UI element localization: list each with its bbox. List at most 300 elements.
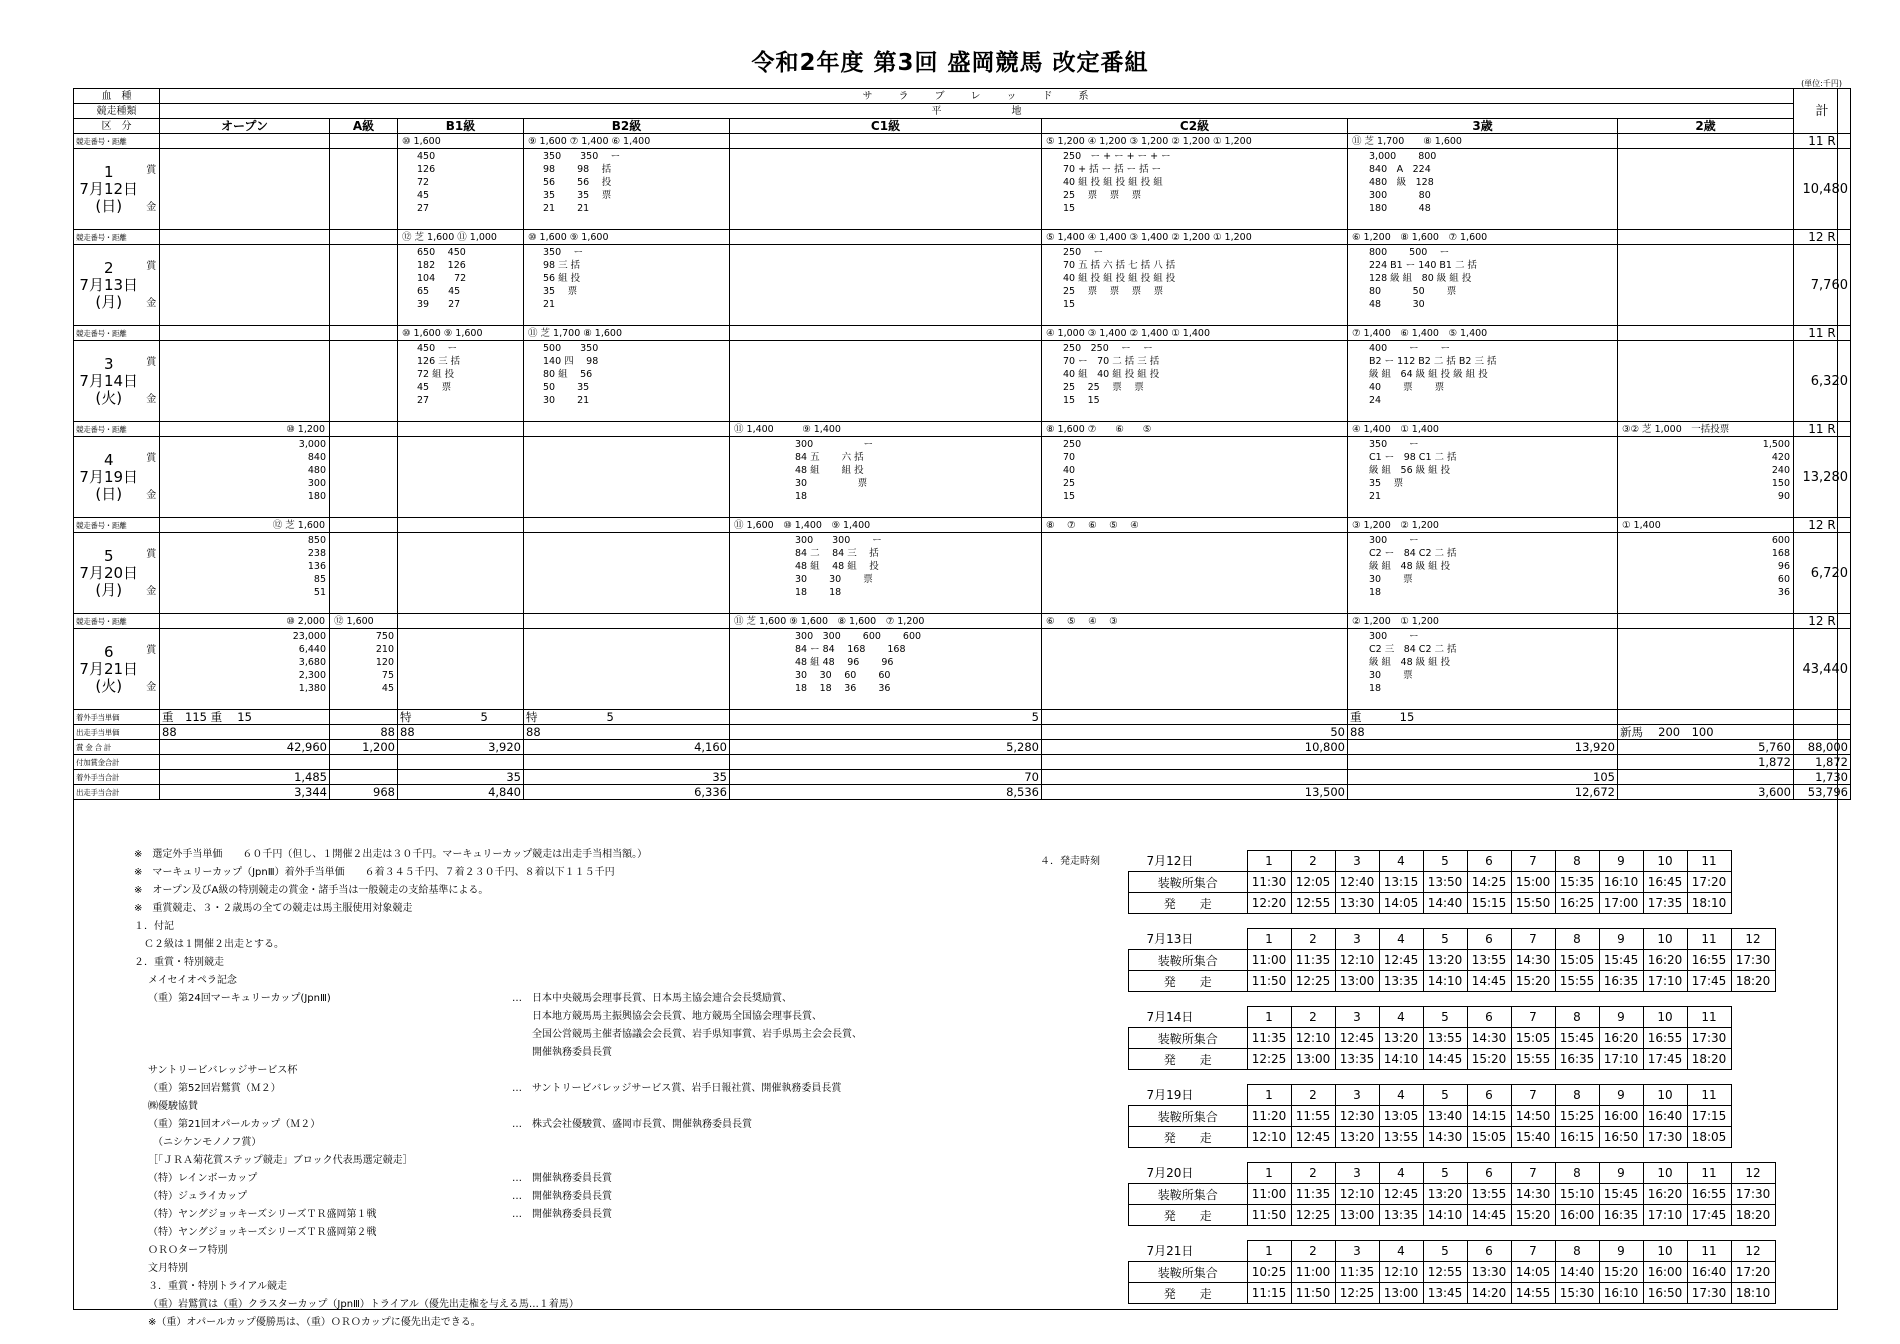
special-race-name: 文月特別: [148, 1263, 188, 1274]
start-time: 13:00: [1291, 1049, 1335, 1070]
assembly-time: 14:30: [1511, 950, 1555, 971]
assembly-time: 11:30: [1247, 872, 1291, 893]
start-time: 12:25: [1247, 1049, 1291, 1070]
prize-label-bottom: 金: [146, 202, 157, 213]
prize-values: 300 300 600 600 84 ー 84 168 168 48 組 48 96 96 30 30 60 60 18 18 36 36: [795, 631, 922, 694]
shusso-total-row-cell: 3,600: [1618, 785, 1794, 800]
assembly-time: 12:40: [1335, 872, 1379, 893]
start-time: 14:30: [1423, 1127, 1467, 1148]
start-time: 13:45: [1423, 1283, 1467, 1304]
prize-values: 1,500 420 240 150 90: [1762, 439, 1790, 502]
assembly-label: 装鞍所集合: [1129, 872, 1248, 893]
start-time: 13:35: [1379, 971, 1423, 992]
assembly-time: 11:35: [1291, 1184, 1335, 1205]
start-time: 16:25: [1555, 893, 1599, 914]
race-distance-cell: ⑥ ⑤ ④ ③: [1042, 614, 1348, 629]
shokin-total-row-cell: 1,200: [330, 740, 398, 755]
shusso-total-row-cell: 13,500: [1042, 785, 1348, 800]
race-number: 8: [1555, 1241, 1599, 1262]
post-time-assembly-row: [1129, 872, 1732, 893]
assembly-time: 11:35: [1335, 1262, 1379, 1283]
class-header: オープン: [160, 119, 330, 134]
start-label: 発 走: [1129, 1049, 1248, 1070]
special-race-line: [134, 1098, 1094, 1116]
start-time: 14:10: [1423, 971, 1467, 992]
special-race-name: （ニシケンモノノフ賞）: [148, 1137, 262, 1148]
race-number: 8: [1555, 1163, 1599, 1184]
assembly-time: 14:50: [1511, 1106, 1555, 1127]
start-label: 発 走: [1129, 893, 1248, 914]
race-distance-cell: ⑨ 1,600 ⑦ 1,400 ⑥ 1,400: [524, 134, 730, 149]
class-header: B1級: [398, 119, 524, 134]
post-time-table: [1128, 1084, 1732, 1148]
special-race-prizes: 全国公営競馬主催者協議会会長賞、岩手県知事賞、岩手県馬主会会長賞、: [512, 1029, 862, 1040]
class-header: 2歳: [1618, 119, 1794, 134]
day-weekday: (日): [95, 196, 123, 215]
chakugai-tanka-row-cell: 重 15: [1348, 710, 1618, 725]
race-distance-cell: ③ 1,200 ② 1,200: [1348, 518, 1618, 533]
start-label: 発 走: [1129, 1205, 1248, 1226]
assembly-label: 装鞍所集合: [1129, 1106, 1248, 1127]
special-race-prizes: 日本地方競馬馬主振興協会会長賞、地方競馬全国協会理事長賞、: [512, 1011, 822, 1022]
blood-label: 血 種: [74, 89, 160, 104]
start-time: 15:40: [1511, 1127, 1555, 1148]
note-line: Ｃ２級は１開催２出走とする。: [134, 939, 284, 950]
shusso-total-row-label: 出走手当合計: [74, 785, 160, 800]
shokin-total-row-cell: 5,280: [730, 740, 1042, 755]
post-time-race-row: [1129, 1163, 1776, 1184]
race-number: 11: [1687, 1241, 1731, 1262]
assembly-time: 14:30: [1511, 1184, 1555, 1205]
race-number: 9: [1599, 1085, 1643, 1106]
assembly-time: 11:35: [1291, 950, 1335, 971]
special-race-name: ＯＲＯターフ特別: [148, 1245, 228, 1256]
prize-label-top: 賞: [146, 165, 157, 176]
prize-values: 850 238 136 85 51: [307, 535, 326, 598]
assembly-time: 11:00: [1247, 950, 1291, 971]
special-race-line: [134, 1224, 1094, 1242]
start-time: 14:10: [1379, 1049, 1423, 1070]
chakugai-total-row-cell: 35: [398, 770, 524, 785]
special-race-name: ※（重）オパールカップ優勝馬は、（重）ＯＲＯカップに優先出走できる。: [148, 1317, 481, 1328]
start-time: 18:20: [1731, 971, 1775, 992]
prize-values: 300 ー C2 三 84 C2 二 括 級 組 48 級 組 投 30 票 18: [1369, 631, 1457, 694]
special-race-line: [134, 1296, 1094, 1314]
race-number: 1: [1247, 851, 1291, 872]
race-number: 1: [1247, 1085, 1291, 1106]
assembly-time: 13:20: [1379, 1028, 1423, 1049]
race-number: 12: [1731, 929, 1775, 950]
race-number: 5: [1423, 1163, 1467, 1184]
race-count: 12 R: [1794, 230, 1851, 245]
prize-label-bottom: 金: [146, 586, 157, 597]
race-distance-cell: ⑩ 1,600 ⑨ 1,600: [524, 230, 730, 245]
shokin-total-row-cell: 13,920: [1348, 740, 1618, 755]
day-total: 6,720: [1794, 533, 1851, 614]
post-time-label: ４．発走時刻: [1040, 856, 1100, 867]
assembly-time: 14:40: [1555, 1262, 1599, 1283]
shusso-tanka-row-cell: 88: [1348, 725, 1618, 740]
assembly-time: 15:10: [1555, 1184, 1599, 1205]
day-total: 7,760: [1794, 245, 1851, 326]
day-date: 7月19日: [79, 467, 139, 486]
race-distance-cell: ⑦ 1,400 ⑥ 1,400 ⑤ 1,400: [1348, 326, 1618, 341]
race-distance-cell: ④ 1,000 ③ 1,400 ② 1,400 ① 1,400: [1042, 326, 1348, 341]
special-race-prizes: … 開催執務委員長賞: [512, 1173, 612, 1184]
race-number: 7: [1511, 1007, 1555, 1028]
shusso-tanka-row-cell: 新馬 200 100: [1618, 725, 1794, 740]
prize-values: 400 ー ー B2 ー 112 B2 二 括 B2 三 括 級 組 64 級 組 投 級 組 投 40 票 票 24: [1369, 343, 1497, 406]
assembly-time: 13:15: [1379, 872, 1423, 893]
race-number: 7: [1511, 1163, 1555, 1184]
day-weekday: (月): [95, 580, 123, 599]
start-time: 16:00: [1555, 1205, 1599, 1226]
prize-label-bottom: 金: [146, 394, 157, 405]
assembly-time: 14:30: [1467, 1028, 1511, 1049]
shusso-total-row-cell: 8,536: [730, 785, 1042, 800]
assembly-time: 13:05: [1379, 1106, 1423, 1127]
start-time: 16:35: [1599, 971, 1643, 992]
race-distance-cell: ⑪ 芝 1,700 ⑧ 1,600: [524, 326, 730, 341]
race-number: 7: [1511, 929, 1555, 950]
race-distance-cell: ⑩ 1,200: [160, 422, 330, 437]
post-time-race-row: [1129, 1241, 1776, 1262]
race-number: 1: [1247, 1241, 1291, 1262]
assembly-time: 10:25: [1247, 1262, 1291, 1283]
start-time: 13:35: [1335, 1049, 1379, 1070]
prize-values: 250 250 ー ー 70 ー 70 二 括 三 括 40 組 40 組 投 組 投 25 25 票 票 15 15: [1063, 343, 1160, 406]
chakugai-tanka-row-cell: 特 5: [524, 710, 730, 725]
special-race-line: [134, 1062, 1094, 1080]
start-time: 13:35: [1379, 1205, 1423, 1226]
start-time: 16:15: [1555, 1127, 1599, 1148]
special-race-line: [134, 1188, 1094, 1206]
chakugai-total-row-cell: 70: [730, 770, 1042, 785]
assembly-label: 装鞍所集合: [1129, 1262, 1248, 1283]
special-race-name: ㈱優駿協賛: [148, 1101, 198, 1112]
prize-label-top: 賞: [146, 549, 157, 560]
race-number: 11: [1687, 1163, 1731, 1184]
race-number: 6: [1467, 1241, 1511, 1262]
prize-values: 350 ー C1 ー 98 C1 二 括 級 組 56 級 組 投 35 票 21: [1369, 439, 1457, 502]
post-time-start-row: [1129, 893, 1732, 914]
start-label: 発 走: [1129, 971, 1248, 992]
race-number: 8: [1555, 851, 1599, 872]
assembly-time: 11:00: [1291, 1262, 1335, 1283]
race-number: 10: [1643, 851, 1687, 872]
post-time-race-row: [1129, 1007, 1732, 1028]
assembly-time: 16:40: [1687, 1262, 1731, 1283]
special-race-name: （特）ヤングジョッキーズシリーズＴＲ盛岡第１戦: [148, 1209, 377, 1220]
prize-values: 23,000 6,440 3,680 2,300 1,380: [292, 631, 326, 694]
race-number: 6: [1467, 1007, 1511, 1028]
shusso-total-row-cell: 53,796: [1794, 785, 1851, 800]
race-number: 9: [1599, 851, 1643, 872]
assembly-time: 12:45: [1379, 950, 1423, 971]
prize-values: 3,000 840 480 300 180: [298, 439, 326, 502]
shokin-total-row-cell: 88,000: [1794, 740, 1851, 755]
start-time: 18:10: [1687, 893, 1731, 914]
post-time-start-row: [1129, 1127, 1732, 1148]
assembly-time: 16:20: [1599, 1028, 1643, 1049]
prize-label-top: 賞: [146, 645, 157, 656]
assembly-time: 15:05: [1511, 1028, 1555, 1049]
start-time: 16:50: [1599, 1127, 1643, 1148]
race-number: 11: [1687, 929, 1731, 950]
shokin-total-row-label: 賞 金 合 計: [74, 740, 160, 755]
post-time-assembly-row: [1129, 1106, 1732, 1127]
race-number: 2: [1291, 929, 1335, 950]
race-label: 競走番号・距離: [74, 326, 160, 341]
post-time-table: [1128, 928, 1776, 992]
assembly-time: 12:10: [1291, 1028, 1335, 1049]
shusso-tanka-row-cell: 88: [330, 725, 398, 740]
race-count: 11 R: [1794, 134, 1851, 149]
race-distance-cell: ⑫ 1,600: [330, 614, 398, 629]
race-distance-cell: ⑩ 2,000: [160, 614, 330, 629]
race-number: 10: [1643, 1085, 1687, 1106]
race-number: 3: [1335, 1007, 1379, 1028]
start-time: 17:00: [1599, 893, 1643, 914]
start-time: 15:20: [1511, 971, 1555, 992]
unit-note: (単位:千円): [1801, 79, 1842, 88]
class-header: B2級: [524, 119, 730, 134]
shusso-tanka-row-cell: 88: [398, 725, 524, 740]
race-number: 4: [1379, 1241, 1423, 1262]
chakugai-total-row-cell: 105: [1348, 770, 1618, 785]
shusso-total-row-cell: 3,344: [160, 785, 330, 800]
assembly-time: 16:40: [1643, 1106, 1687, 1127]
special-race-name: （重）第21回オパールカップ（Ｍ２）: [148, 1119, 321, 1130]
race-count: 12 R: [1794, 518, 1851, 533]
race-number: 11: [1687, 1007, 1731, 1028]
race-number: 7: [1511, 1085, 1555, 1106]
day-weekday: (日): [95, 484, 123, 503]
assembly-time: 15:35: [1555, 872, 1599, 893]
day-date: 7月21日: [79, 659, 139, 678]
assembly-time: 13:55: [1467, 1184, 1511, 1205]
shusso-tanka-row-cell: 50: [1042, 725, 1348, 740]
start-time: 18:05: [1687, 1127, 1731, 1148]
race-number: 5: [1423, 1085, 1467, 1106]
race-distance-cell: ② 1,200 ① 1,200: [1348, 614, 1618, 629]
day-number: 5: [103, 546, 114, 565]
start-time: 15:30: [1555, 1283, 1599, 1304]
assembly-time: 13:55: [1467, 950, 1511, 971]
special-race-line: [134, 1008, 1094, 1026]
race-number: 9: [1599, 929, 1643, 950]
assembly-time: 15:05: [1555, 950, 1599, 971]
post-time-date: 7月13日: [1146, 932, 1194, 947]
shokin-total-row-cell: 4,160: [524, 740, 730, 755]
day-date: 7月13日: [79, 275, 139, 294]
assembly-time: 12:05: [1291, 872, 1335, 893]
start-time: 17:10: [1643, 971, 1687, 992]
assembly-time: 16:45: [1643, 872, 1687, 893]
special-race-line: [134, 972, 1094, 990]
chakugai-tanka-row-cell: 特 5: [398, 710, 524, 725]
start-time: 17:45: [1687, 971, 1731, 992]
assembly-time: 15:45: [1599, 950, 1643, 971]
post-time-start-row: [1129, 971, 1776, 992]
race-number: 3: [1335, 929, 1379, 950]
chakugai-tanka-row-label: 着外手当単価: [74, 710, 160, 725]
start-time: 12:45: [1291, 1127, 1335, 1148]
race-label: 競走番号・距離: [74, 518, 160, 533]
race-label: 競走番号・距離: [74, 614, 160, 629]
assembly-time: 14:25: [1467, 872, 1511, 893]
special-race-prizes: … 開催執務委員長賞: [512, 1191, 612, 1202]
blood-value: サ ラ ブ レ ッ ド 系: [160, 89, 1794, 104]
start-time: 17:10: [1599, 1049, 1643, 1070]
start-time: 13:20: [1335, 1127, 1379, 1148]
start-time: 12:10: [1247, 1127, 1291, 1148]
chakugai-total-row-cell: 1,730: [1794, 770, 1851, 785]
prize-values: 250 70 40 25 15: [1063, 439, 1082, 502]
special-race-name: （重）第24回マーキュリーカップ(JpnⅢ): [148, 993, 331, 1004]
start-time: 16:35: [1599, 1205, 1643, 1226]
special-race-prizes: … 日本中央競馬会理事長賞、日本馬主協会連合会長奨励賞、: [512, 993, 792, 1004]
prize-values: 450 ー 126 三 括 72 組 投 45 票 27: [417, 343, 461, 406]
shusso-total-row-cell: 4,840: [398, 785, 524, 800]
assembly-time: 16:20: [1643, 1184, 1687, 1205]
start-time: 15:20: [1511, 1205, 1555, 1226]
start-time: 16:50: [1643, 1283, 1687, 1304]
assembly-time: 16:00: [1643, 1262, 1687, 1283]
assembly-time: 12:55: [1423, 1262, 1467, 1283]
start-time: 11:50: [1247, 971, 1291, 992]
start-time: 13:30: [1335, 893, 1379, 914]
special-race-line: [134, 1044, 1094, 1062]
start-time: 14:55: [1511, 1283, 1555, 1304]
day-total: 13,280: [1794, 437, 1851, 518]
assembly-time: 12:10: [1335, 1184, 1379, 1205]
day-date: 7月14日: [79, 371, 139, 390]
start-time: 18:20: [1687, 1049, 1731, 1070]
shusso-tanka-row-cell: 88: [524, 725, 730, 740]
prize-values: 350 ー 98 三 括 56 組 投 35 票 21: [543, 247, 584, 310]
special-race-line: [134, 1152, 1094, 1170]
shokin-total-row-cell: 3,920: [398, 740, 524, 755]
assembly-label: 装鞍所集合: [1129, 1028, 1248, 1049]
prize-values: 650 450 182 126 104 72 65 45 39 27: [417, 247, 467, 310]
prize-values: 500 350 140 四 98 80 組 56 50 35 30 21: [543, 343, 599, 406]
fuka-total-row-cell: 1,872: [1618, 755, 1794, 770]
class-header: C1級: [730, 119, 1042, 134]
special-race-prizes: 開催執務委員長賞: [512, 1047, 612, 1058]
day-weekday: (火): [95, 676, 123, 695]
race-number: 8: [1555, 1085, 1599, 1106]
assembly-time: 11:55: [1291, 1106, 1335, 1127]
prize-values: 3,000 800 840 A 224 480 級 128 300 80 180 48: [1369, 151, 1437, 214]
class-header: C2級: [1042, 119, 1348, 134]
assembly-time: 15:25: [1555, 1106, 1599, 1127]
race-label: 競走番号・距離: [74, 230, 160, 245]
assembly-time: 13:30: [1467, 1262, 1511, 1283]
assembly-time: 16:55: [1687, 1184, 1731, 1205]
race-count: 11 R: [1794, 422, 1851, 437]
race-number: 10: [1643, 1241, 1687, 1262]
race-number: 3: [1335, 1085, 1379, 1106]
prize-label-bottom: 金: [146, 682, 157, 693]
prize-values: 800 500 ー 224 B1 ー 140 B1 二 括 128 級 組 80 級 組 投 80 50 票 48 30: [1369, 247, 1478, 310]
race-distance-cell: ⑫ 芝 1,600 ⑪ 1,000: [398, 230, 524, 245]
fuka-total-row-label: 付加賞金合計: [74, 755, 160, 770]
note-line: ※ 重賞競走、３・２歳馬の全ての競走は馬主服使用対象競走: [134, 903, 413, 914]
prize-values: 250 ー 70 五 括 六 括 七 括 八 括 40 組 投 組 投 組 投 組 投 25 票 票 票 票 15: [1063, 247, 1176, 310]
prize-values: 750 210 120 75 45: [375, 631, 394, 694]
race-number: 8: [1555, 1007, 1599, 1028]
special-race-name: （特）レインボーカップ: [148, 1173, 258, 1184]
post-time-start-row: [1129, 1283, 1776, 1304]
assembly-label: 装鞍所集合: [1129, 1184, 1248, 1205]
shusso-tanka-row-cell: 88: [160, 725, 330, 740]
race-number: 10: [1643, 929, 1687, 950]
assembly-time: 12:45: [1379, 1184, 1423, 1205]
day-date: 7月20日: [79, 563, 139, 582]
assembly-time: 13:20: [1423, 1184, 1467, 1205]
assembly-time: 13:40: [1423, 1106, 1467, 1127]
special-race-name: ３．重賞・特別トライアル競走: [148, 1281, 287, 1292]
post-time-assembly-row: [1129, 1184, 1776, 1205]
special-race-name: （重）岩鷲賞は（重）クラスターカップ（JpnⅢ）トライアル（優先出走権を与える馬…１着馬）: [148, 1299, 579, 1310]
race-distance-cell: ① 1,400: [1618, 518, 1794, 533]
shusso-total-row-cell: 12,672: [1348, 785, 1618, 800]
post-time-table: [1128, 1240, 1776, 1304]
race-distance-cell: ⑩ 1,600 ⑨ 1,600: [398, 326, 524, 341]
race-number: 12: [1731, 1163, 1775, 1184]
race-number: 9: [1599, 1007, 1643, 1028]
day-total: 6,320: [1794, 341, 1851, 422]
assembly-label: 装鞍所集合: [1129, 950, 1248, 971]
race-number: 2: [1291, 1085, 1335, 1106]
post-time-race-row: [1129, 851, 1732, 872]
start-time: 17:10: [1643, 1205, 1687, 1226]
race-label: 競走番号・距離: [74, 134, 160, 149]
start-time: 14:20: [1467, 1283, 1511, 1304]
start-time: 15:55: [1555, 971, 1599, 992]
post-time-table: [1128, 1162, 1776, 1226]
prize-values: 350 350 ー 98 98 括 56 56 投 35 35 票 21 21: [543, 151, 621, 214]
race-number: 4: [1379, 1085, 1423, 1106]
special-race-line: [134, 1026, 1094, 1044]
assembly-time: 13:20: [1423, 950, 1467, 971]
assembly-time: 17:15: [1687, 1106, 1731, 1127]
post-time-assembly-row: [1129, 1262, 1776, 1283]
race-number: 1: [1247, 929, 1291, 950]
race-distance-cell: ⑤ 1,400 ④ 1,400 ③ 1,400 ② 1,200 ① 1,200: [1042, 230, 1348, 245]
start-time: 14:05: [1379, 893, 1423, 914]
shokin-total-row-cell: 10,800: [1042, 740, 1348, 755]
race-number: 4: [1379, 851, 1423, 872]
special-race-line: [134, 1206, 1094, 1224]
special-race-name: （重）第52回岩鷲賞（Ｍ２）: [148, 1083, 281, 1094]
start-time: 13:00: [1379, 1283, 1423, 1304]
chakugai-total-row-cell: 35: [524, 770, 730, 785]
class-header: 3歳: [1348, 119, 1618, 134]
post-time-race-row: [1129, 1085, 1732, 1106]
fuka-total-row-cell: 1,872: [1794, 755, 1851, 770]
start-time: 13:55: [1379, 1127, 1423, 1148]
start-label: 発 走: [1129, 1283, 1248, 1304]
assembly-time: 11:20: [1247, 1106, 1291, 1127]
race-number: 5: [1423, 1007, 1467, 1028]
race-number: 2: [1291, 1241, 1335, 1262]
prize-values: 250 ー + ー + ー + ー 70 + 括 ー 括 ー 括 ー 40 組 投 組 投 組 投 組 25 票 票 票 15: [1063, 151, 1171, 214]
assembly-time: 12:45: [1335, 1028, 1379, 1049]
assembly-time: 12:30: [1335, 1106, 1379, 1127]
assembly-time: 13:55: [1423, 1028, 1467, 1049]
